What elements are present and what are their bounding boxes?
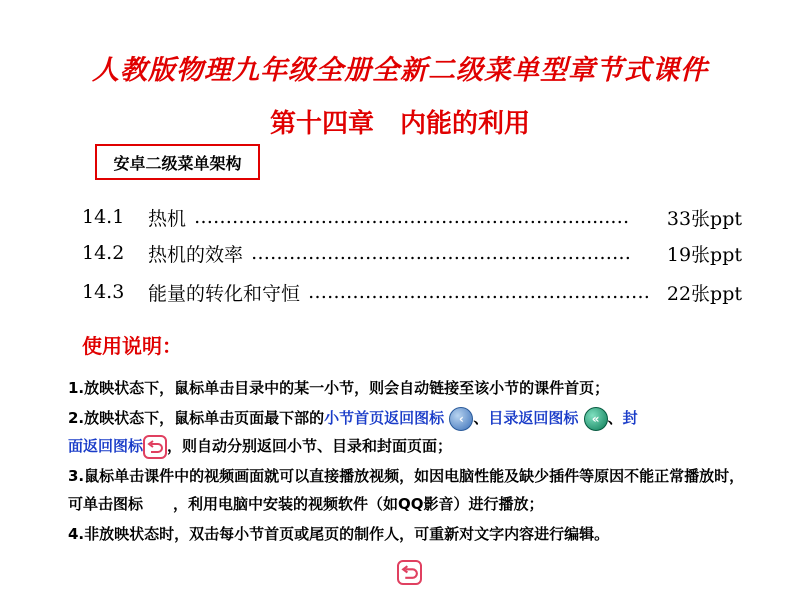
toc-leader-dots: ……………………………………………………......… (194, 206, 630, 228)
toc-number: 14.2 (82, 242, 125, 264)
instruction-1: 1.放映状态下，鼠标单击目录中的某一小节，则会自动链接至该小节的课件首页； (68, 379, 610, 397)
usage-heading: 使用说明： (82, 334, 182, 358)
toc-page-count: 19张ppt (666, 243, 742, 266)
toc-item-14-2[interactable] (82, 238, 742, 268)
instruction-2-end: ，则自动分别返回小节、目录和封面页面； (167, 437, 453, 455)
toc-item-14-3[interactable] (82, 277, 742, 307)
cover-return-link-text-a: 封 (622, 409, 638, 427)
toc-item-14-1[interactable] (82, 202, 742, 232)
cover-return-link-text-b: 面返回图标 (68, 437, 144, 455)
arrow-left-circle-icon[interactable]: ‹ (449, 407, 473, 431)
course-title: 人教版物理九年级全册全新二级菜单型章节式课件 (92, 55, 708, 86)
toc-page-count: 33张ppt (666, 207, 742, 230)
return-arrow-icon (400, 563, 419, 582)
toc-title: 能量的转化和守恒 (148, 282, 301, 305)
instruction-4: 4.非放映状态时，双击每小节首页或尾页的制作人，可重新对文字内容进行编辑。 (68, 525, 610, 543)
section-return-link-text: 小节首页返回图标 (324, 409, 445, 427)
toc-number: 14.1 (82, 206, 125, 228)
double-chevron-left-icon[interactable]: « (584, 407, 608, 431)
toc-page-count: 22张ppt (666, 282, 742, 305)
chapter-heading: 第十四章 内能的利用 (269, 109, 530, 139)
return-arrow-icon[interactable] (143, 435, 167, 459)
framework-label: 安卓二级菜单架构 (113, 153, 242, 173)
instruction-2 (68, 404, 758, 460)
separator: 、 (473, 409, 489, 427)
toc-leader-dots: ……………………………………………… (308, 281, 651, 303)
separator: 、 (607, 409, 623, 427)
cover-return-button[interactable] (397, 560, 422, 585)
toc-title: 热机的效率 (148, 243, 244, 266)
toc-title: 热机 (148, 207, 187, 230)
toc-leader-dots: …………………………………………………… (251, 242, 632, 264)
toc-return-link-text: 目录返回图标 (488, 409, 579, 427)
framework-label-box (95, 144, 260, 180)
instruction-2-text: 2.放映状态下，鼠标单击页面最下部的 (68, 409, 325, 427)
toc-number: 14.3 (82, 281, 125, 303)
instruction-3: 3.鼠标单击课件中的视频画面就可以直接播放视频，如因电脑性能及缺少插件等原因不能正常播放时，可单击图标 ，利用电脑中安装的视频软件（如QQ影音）进行播放； (68, 467, 745, 513)
